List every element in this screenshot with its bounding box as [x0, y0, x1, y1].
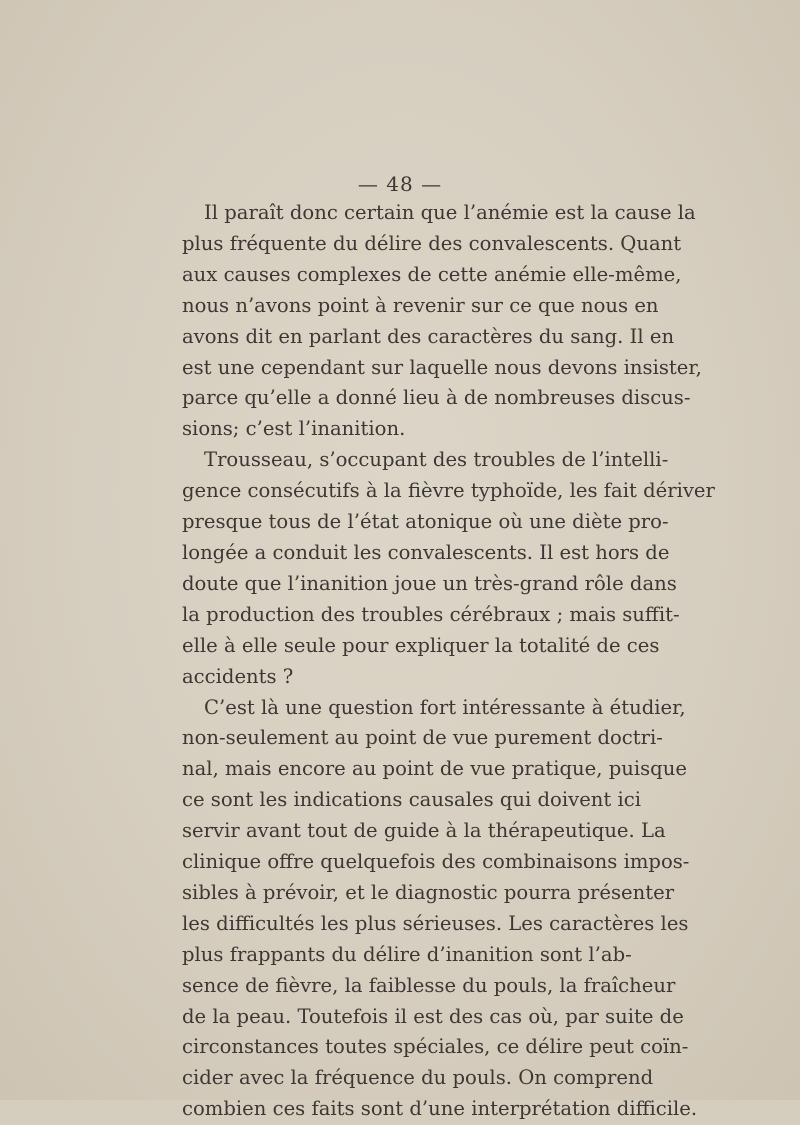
- text-line: servir avant tout de guide à la thérapeutique. La: [182, 816, 628, 847]
- text-line: elle à elle seule pour expliquer la totalité de ces: [182, 631, 628, 662]
- text-line: cider avec la fréquence du pouls. On comprend: [182, 1063, 628, 1094]
- text-line: aux causes complexes de cette anémie elle-même,: [182, 260, 628, 291]
- text-line: accidents ?: [182, 662, 628, 693]
- paragraph: [182, 445, 628, 692]
- text-line: plus frappants du délire d’inanition sont l’ab-: [182, 940, 628, 971]
- text-line: non-seulement au point de vue purement doctri-: [182, 723, 628, 754]
- text-line: Trousseau, s’occupant des troubles de l’intelli-: [182, 445, 628, 476]
- paragraph: [182, 693, 628, 1125]
- text-line: Il paraît donc certain que l’anémie est la cause la: [182, 198, 628, 229]
- text-line: est une cependant sur laquelle nous devons insister,: [182, 353, 628, 384]
- text-line: sions; c’est l’inanition.: [182, 414, 628, 445]
- text-line: la production des troubles cérébraux ; mais suffit-: [182, 600, 628, 631]
- text-line: avons dit en parlant des caractères du sang. Il en: [182, 322, 628, 353]
- text-line: clinique offre quelquefois des combinaisons impos-: [182, 847, 628, 878]
- text-line: plus fréquente du délire des convalescents. Quant: [182, 229, 628, 260]
- page-number: — 48 —: [0, 172, 800, 196]
- text-line: ce sont les indications causales qui doivent ici: [182, 785, 628, 816]
- body-text: [182, 198, 628, 1125]
- text-line: nous n’avons point à revenir sur ce que nous en: [182, 291, 628, 322]
- text-line: parce qu’elle a donné lieu à de nombreuses discus-: [182, 383, 628, 414]
- text-line: combien ces faits sont d’une interprétation difficile.: [182, 1094, 628, 1125]
- text-line: presque tous de l’état atonique où une diète pro-: [182, 507, 628, 538]
- text-line: les difficultés les plus sérieuses. Les caractères les: [182, 909, 628, 940]
- text-line: sence de fièvre, la faiblesse du pouls, la fraîcheur: [182, 971, 628, 1002]
- text-line: nal, mais encore au point de vue pratique, puisque: [182, 754, 628, 785]
- text-line: sibles à prévoir, et le diagnostic pourra présenter: [182, 878, 628, 909]
- text-line: C’est là une question fort intéressante à étudier,: [182, 693, 628, 724]
- text-line: doute que l’inanition joue un très-grand rôle dans: [182, 569, 628, 600]
- paragraph: [182, 198, 628, 445]
- text-line: circonstances toutes spéciales, ce délire peut coïn-: [182, 1032, 628, 1063]
- text-line: de la peau. Toutefois il est des cas où, par suite de: [182, 1002, 628, 1033]
- text-line: longée a conduit les convalescents. Il est hors de: [182, 538, 628, 569]
- text-line: gence consécutifs à la fièvre typhoïde, les fait dériver: [182, 476, 628, 507]
